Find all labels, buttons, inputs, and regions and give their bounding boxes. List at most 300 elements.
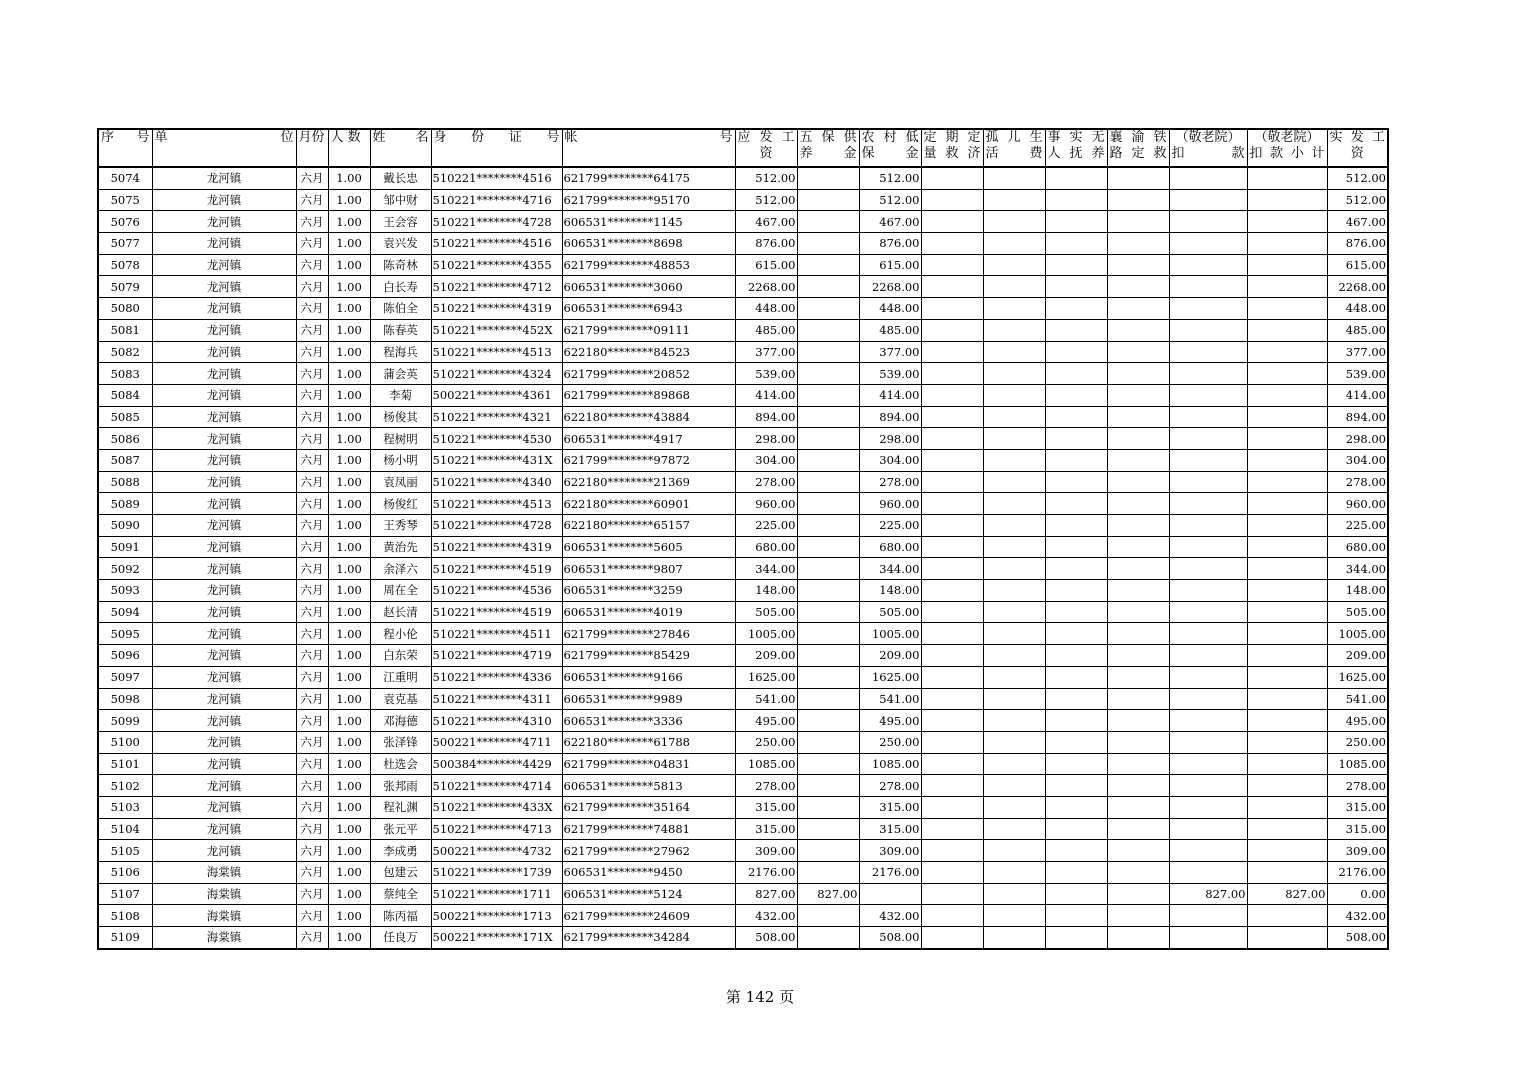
cell-dibao: 1085.00 (859, 753, 921, 775)
cell-wubao (797, 319, 859, 341)
cell-seq: 5077 (98, 233, 152, 255)
cell-dibao: 225.00 (859, 515, 921, 537)
cell-wubao (797, 536, 859, 558)
cell-orphan (983, 493, 1045, 515)
cell-shishi (1045, 536, 1107, 558)
cell-jly-deduction (1169, 623, 1247, 645)
cell-unit: 龙河镇 (152, 775, 296, 797)
cell-month: 六月 (296, 883, 328, 905)
cell-jly-deduction (1169, 189, 1247, 211)
cell-jly-deduction (1169, 211, 1247, 233)
cell-xiangyu (1107, 428, 1169, 450)
cell-month: 六月 (296, 710, 328, 732)
cell-seq: 5101 (98, 753, 152, 775)
cell-jly-subtotal: 827.00 (1247, 883, 1327, 905)
cell-dingliang (921, 189, 983, 211)
cell-dibao (859, 883, 921, 905)
cell-jly-subtotal (1247, 406, 1327, 428)
cell-seq: 5093 (98, 580, 152, 602)
cell-actual-wage: 512.00 (1327, 189, 1388, 211)
cell-unit: 龙河镇 (152, 840, 296, 862)
table-row (98, 449, 1388, 471)
cell-id-number: 510221********4519 (431, 601, 562, 623)
cell-actual-wage: 250.00 (1327, 731, 1388, 753)
cell-due-wage: 495.00 (735, 710, 797, 732)
cell-name: 程礼渊 (370, 796, 431, 818)
cell-seq: 5095 (98, 623, 152, 645)
cell-xiangyu (1107, 233, 1169, 255)
cell-account: 606531********5605 (562, 536, 735, 558)
cell-orphan (983, 731, 1045, 753)
cell-name: 袁克基 (370, 688, 431, 710)
cell-unit: 龙河镇 (152, 493, 296, 515)
cell-orphan (983, 319, 1045, 341)
cell-orphan (983, 341, 1045, 363)
cell-dingliang (921, 753, 983, 775)
cell-jly-deduction (1169, 515, 1247, 537)
page-number: 第 142 页 (725, 988, 795, 1006)
cell-account: 621799********27962 (562, 840, 735, 862)
cell-dingliang (921, 840, 983, 862)
cell-actual-wage: 505.00 (1327, 601, 1388, 623)
cell-dingliang (921, 558, 983, 580)
cell-due-wage: 250.00 (735, 731, 797, 753)
table-row (98, 883, 1388, 905)
cell-jly-subtotal (1247, 775, 1327, 797)
cell-unit: 龙河镇 (152, 406, 296, 428)
cell-jly-deduction (1169, 710, 1247, 732)
cell-dingliang (921, 862, 983, 884)
cell-wubao (797, 449, 859, 471)
cell-count: 1.00 (328, 341, 370, 363)
cell-unit: 海棠镇 (152, 862, 296, 884)
table-row (98, 406, 1388, 428)
cell-count: 1.00 (328, 515, 370, 537)
cell-jly-deduction (1169, 558, 1247, 580)
cell-xiangyu (1107, 167, 1169, 189)
cell-actual-wage: 414.00 (1327, 384, 1388, 406)
cell-dingliang (921, 775, 983, 797)
cell-month: 六月 (296, 449, 328, 471)
cell-id-number: 510221********433X (431, 796, 562, 818)
cell-orphan (983, 233, 1045, 255)
cell-dibao: 539.00 (859, 363, 921, 385)
cell-wubao (797, 276, 859, 298)
cell-count: 1.00 (328, 645, 370, 667)
header-xiangyu: 襄 渝 铁 路 定 救 (1107, 129, 1169, 167)
cell-xiangyu (1107, 623, 1169, 645)
cell-unit: 龙河镇 (152, 536, 296, 558)
cell-shishi (1045, 384, 1107, 406)
cell-jly-deduction (1169, 753, 1247, 775)
cell-account: 621799********09111 (562, 319, 735, 341)
cell-unit: 龙河镇 (152, 167, 296, 189)
cell-dibao: 541.00 (859, 688, 921, 710)
cell-name: 杨俊红 (370, 493, 431, 515)
cell-account: 621799********34284 (562, 927, 735, 949)
table-row (98, 731, 1388, 753)
cell-account: 606531********6943 (562, 298, 735, 320)
cell-wubao (797, 905, 859, 927)
cell-month: 六月 (296, 862, 328, 884)
cell-dingliang (921, 254, 983, 276)
cell-account: 622180********43884 (562, 406, 735, 428)
cell-jly-deduction (1169, 731, 1247, 753)
cell-seq: 5074 (98, 167, 152, 189)
cell-xiangyu (1107, 862, 1169, 884)
cell-actual-wage: 495.00 (1327, 710, 1388, 732)
cell-jly-deduction (1169, 363, 1247, 385)
cell-count: 1.00 (328, 580, 370, 602)
cell-dingliang (921, 796, 983, 818)
cell-due-wage: 225.00 (735, 515, 797, 537)
table-row (98, 515, 1388, 537)
cell-shishi (1045, 731, 1107, 753)
cell-jly-deduction (1169, 927, 1247, 949)
cell-seq: 5080 (98, 298, 152, 320)
cell-name: 任良万 (370, 927, 431, 949)
header-id-number: 身 份 证 号 (431, 129, 562, 167)
cell-month: 六月 (296, 319, 328, 341)
cell-shishi (1045, 319, 1107, 341)
cell-seq: 5098 (98, 688, 152, 710)
cell-actual-wage: 432.00 (1327, 905, 1388, 927)
cell-dingliang (921, 363, 983, 385)
cell-month: 六月 (296, 731, 328, 753)
cell-dingliang (921, 688, 983, 710)
cell-dingliang (921, 645, 983, 667)
cell-seq: 5075 (98, 189, 152, 211)
cell-xiangyu (1107, 601, 1169, 623)
cell-seq: 5092 (98, 558, 152, 580)
cell-name: 张邦雨 (370, 775, 431, 797)
table-row (98, 601, 1388, 623)
cell-actual-wage: 344.00 (1327, 558, 1388, 580)
cell-orphan (983, 536, 1045, 558)
cell-count: 1.00 (328, 233, 370, 255)
cell-name: 赵长清 (370, 601, 431, 623)
cell-shishi (1045, 449, 1107, 471)
cell-month: 六月 (296, 211, 328, 233)
cell-month: 六月 (296, 471, 328, 493)
cell-count: 1.00 (328, 688, 370, 710)
cell-jly-deduction (1169, 905, 1247, 927)
cell-dibao: 505.00 (859, 601, 921, 623)
cell-dingliang (921, 449, 983, 471)
cell-id-number: 510221********4716 (431, 189, 562, 211)
cell-name: 白东荣 (370, 645, 431, 667)
cell-wubao (797, 818, 859, 840)
cell-shishi (1045, 167, 1107, 189)
cell-xiangyu (1107, 189, 1169, 211)
cell-name: 江重明 (370, 666, 431, 688)
cell-month: 六月 (296, 363, 328, 385)
cell-jly-subtotal (1247, 536, 1327, 558)
cell-due-wage: 377.00 (735, 341, 797, 363)
cell-orphan (983, 645, 1045, 667)
cell-due-wage: 2268.00 (735, 276, 797, 298)
cell-unit: 海棠镇 (152, 905, 296, 927)
cell-xiangyu (1107, 883, 1169, 905)
cell-due-wage: 448.00 (735, 298, 797, 320)
cell-actual-wage: 448.00 (1327, 298, 1388, 320)
cell-unit: 龙河镇 (152, 796, 296, 818)
cell-shishi (1045, 905, 1107, 927)
cell-name: 陈丙福 (370, 905, 431, 927)
cell-wubao (797, 645, 859, 667)
cell-month: 六月 (296, 384, 328, 406)
cell-seq: 5099 (98, 710, 152, 732)
cell-actual-wage: 1085.00 (1327, 753, 1388, 775)
cell-due-wage: 278.00 (735, 775, 797, 797)
cell-shishi (1045, 753, 1107, 775)
cell-due-wage: 432.00 (735, 905, 797, 927)
cell-actual-wage: 1625.00 (1327, 666, 1388, 688)
cell-month: 六月 (296, 645, 328, 667)
table-row (98, 840, 1388, 862)
cell-jly-subtotal (1247, 428, 1327, 450)
relief-payment-table (97, 128, 1389, 950)
cell-jly-subtotal (1247, 211, 1327, 233)
cell-count: 1.00 (328, 623, 370, 645)
table-row (98, 623, 1388, 645)
cell-xiangyu (1107, 688, 1169, 710)
cell-dibao: 876.00 (859, 233, 921, 255)
cell-unit: 龙河镇 (152, 254, 296, 276)
cell-count: 1.00 (328, 276, 370, 298)
cell-jly-deduction (1169, 276, 1247, 298)
cell-seq: 5106 (98, 862, 152, 884)
cell-month: 六月 (296, 558, 328, 580)
cell-account: 606531********9989 (562, 688, 735, 710)
cell-dingliang (921, 211, 983, 233)
cell-id-number: 510221********4511 (431, 623, 562, 645)
cell-wubao (797, 862, 859, 884)
cell-id-number: 510221********4516 (431, 167, 562, 189)
cell-unit: 龙河镇 (152, 558, 296, 580)
cell-account: 622180********61788 (562, 731, 735, 753)
cell-wubao (797, 167, 859, 189)
cell-id-number: 510221********4714 (431, 775, 562, 797)
cell-count: 1.00 (328, 471, 370, 493)
cell-account: 606531********8698 (562, 233, 735, 255)
cell-unit: 龙河镇 (152, 731, 296, 753)
cell-jly-deduction (1169, 167, 1247, 189)
table-row (98, 688, 1388, 710)
cell-dingliang (921, 515, 983, 537)
cell-jly-deduction (1169, 493, 1247, 515)
cell-seq: 5097 (98, 666, 152, 688)
table-row (98, 666, 1388, 688)
cell-count: 1.00 (328, 883, 370, 905)
cell-actual-wage: 225.00 (1327, 515, 1388, 537)
cell-id-number: 510221********4310 (431, 710, 562, 732)
cell-jly-subtotal (1247, 276, 1327, 298)
cell-unit: 海棠镇 (152, 927, 296, 949)
cell-jly-subtotal (1247, 580, 1327, 602)
cell-unit: 龙河镇 (152, 515, 296, 537)
cell-month: 六月 (296, 515, 328, 537)
cell-unit: 龙河镇 (152, 623, 296, 645)
cell-seq: 5084 (98, 384, 152, 406)
cell-shishi (1045, 601, 1107, 623)
cell-actual-wage: 2176.00 (1327, 862, 1388, 884)
cell-month: 六月 (296, 341, 328, 363)
table-body (98, 167, 1388, 949)
cell-count: 1.00 (328, 449, 370, 471)
cell-orphan (983, 254, 1045, 276)
cell-month: 六月 (296, 818, 328, 840)
cell-shishi (1045, 428, 1107, 450)
cell-jly-deduction (1169, 645, 1247, 667)
cell-seq: 5079 (98, 276, 152, 298)
table-row (98, 319, 1388, 341)
cell-xiangyu (1107, 753, 1169, 775)
cell-dibao: 512.00 (859, 189, 921, 211)
table-row (98, 710, 1388, 732)
cell-jly-subtotal (1247, 753, 1327, 775)
cell-count: 1.00 (328, 428, 370, 450)
cell-account: 606531********5813 (562, 775, 735, 797)
cell-month: 六月 (296, 688, 328, 710)
cell-id-number: 500384********4429 (431, 753, 562, 775)
cell-shishi (1045, 666, 1107, 688)
header-actual-wage: 实 发 工 资 (1327, 129, 1388, 167)
cell-seq: 5087 (98, 449, 152, 471)
cell-id-number: 510221********4324 (431, 363, 562, 385)
cell-due-wage: 512.00 (735, 189, 797, 211)
cell-dingliang (921, 580, 983, 602)
cell-dingliang (921, 428, 983, 450)
cell-wubao (797, 688, 859, 710)
cell-xiangyu (1107, 493, 1169, 515)
cell-seq: 5103 (98, 796, 152, 818)
cell-wubao (797, 384, 859, 406)
table-row (98, 384, 1388, 406)
cell-account: 621799********85429 (562, 645, 735, 667)
cell-orphan (983, 276, 1045, 298)
cell-due-wage: 894.00 (735, 406, 797, 428)
cell-count: 1.00 (328, 319, 370, 341)
cell-actual-wage: 298.00 (1327, 428, 1388, 450)
cell-id-number: 510221********4321 (431, 406, 562, 428)
cell-name: 张元平 (370, 818, 431, 840)
cell-due-wage: 539.00 (735, 363, 797, 385)
cell-jly-deduction (1169, 775, 1247, 797)
cell-dingliang (921, 341, 983, 363)
cell-name: 杜选会 (370, 753, 431, 775)
cell-id-number: 510221********4719 (431, 645, 562, 667)
cell-count: 1.00 (328, 493, 370, 515)
cell-wubao (797, 775, 859, 797)
cell-orphan (983, 384, 1045, 406)
cell-due-wage: 512.00 (735, 167, 797, 189)
cell-xiangyu (1107, 905, 1169, 927)
cell-seq: 5085 (98, 406, 152, 428)
cell-unit: 龙河镇 (152, 753, 296, 775)
cell-jly-deduction (1169, 298, 1247, 320)
cell-account: 606531********5124 (562, 883, 735, 905)
cell-dingliang (921, 905, 983, 927)
cell-jly-subtotal (1247, 493, 1327, 515)
cell-id-number: 510221********4319 (431, 298, 562, 320)
cell-account: 621799********89868 (562, 384, 735, 406)
cell-xiangyu (1107, 536, 1169, 558)
cell-month: 六月 (296, 276, 328, 298)
cell-month: 六月 (296, 189, 328, 211)
cell-shishi (1045, 580, 1107, 602)
cell-jly-subtotal (1247, 731, 1327, 753)
cell-id-number: 510221********4536 (431, 580, 562, 602)
cell-actual-wage: 209.00 (1327, 645, 1388, 667)
cell-wubao (797, 211, 859, 233)
cell-shishi (1045, 818, 1107, 840)
cell-id-number: 510221********452X (431, 319, 562, 341)
cell-id-number: 510221********4516 (431, 233, 562, 255)
cell-jly-deduction (1169, 254, 1247, 276)
cell-xiangyu (1107, 927, 1169, 949)
cell-month: 六月 (296, 428, 328, 450)
cell-actual-wage: 2268.00 (1327, 276, 1388, 298)
cell-jly-deduction: 827.00 (1169, 883, 1247, 905)
cell-count: 1.00 (328, 731, 370, 753)
cell-orphan (983, 167, 1045, 189)
cell-orphan (983, 363, 1045, 385)
cell-jly-deduction (1169, 840, 1247, 862)
table-row (98, 471, 1388, 493)
cell-due-wage: 1005.00 (735, 623, 797, 645)
cell-shishi (1045, 406, 1107, 428)
cell-unit: 龙河镇 (152, 645, 296, 667)
cell-xiangyu (1107, 384, 1169, 406)
cell-jly-subtotal (1247, 189, 1327, 211)
cell-jly-deduction (1169, 471, 1247, 493)
cell-count: 1.00 (328, 666, 370, 688)
cell-due-wage: 344.00 (735, 558, 797, 580)
cell-jly-deduction (1169, 862, 1247, 884)
cell-name: 邓海德 (370, 710, 431, 732)
cell-count: 1.00 (328, 601, 370, 623)
cell-jly-deduction (1169, 688, 1247, 710)
cell-jly-subtotal (1247, 840, 1327, 862)
cell-name: 王会容 (370, 211, 431, 233)
cell-shishi (1045, 298, 1107, 320)
cell-orphan (983, 710, 1045, 732)
cell-name: 白长寿 (370, 276, 431, 298)
header-seq: 序 号 (98, 129, 152, 167)
cell-dibao: 485.00 (859, 319, 921, 341)
table-row (98, 558, 1388, 580)
cell-dibao: 512.00 (859, 167, 921, 189)
cell-actual-wage: 0.00 (1327, 883, 1388, 905)
cell-unit: 龙河镇 (152, 666, 296, 688)
cell-due-wage: 2176.00 (735, 862, 797, 884)
cell-orphan (983, 666, 1045, 688)
cell-count: 1.00 (328, 189, 370, 211)
cell-actual-wage: 1005.00 (1327, 623, 1388, 645)
cell-dingliang (921, 883, 983, 905)
cell-account: 622180********65157 (562, 515, 735, 537)
cell-actual-wage: 541.00 (1327, 688, 1388, 710)
cell-shishi (1045, 623, 1107, 645)
cell-jly-subtotal (1247, 319, 1327, 341)
header-jly-subtotal: （敬老院） 扣 款 小 计 (1247, 129, 1327, 167)
cell-xiangyu (1107, 298, 1169, 320)
cell-xiangyu (1107, 319, 1169, 341)
cell-xiangyu (1107, 558, 1169, 580)
cell-dingliang (921, 493, 983, 515)
table-row (98, 341, 1388, 363)
